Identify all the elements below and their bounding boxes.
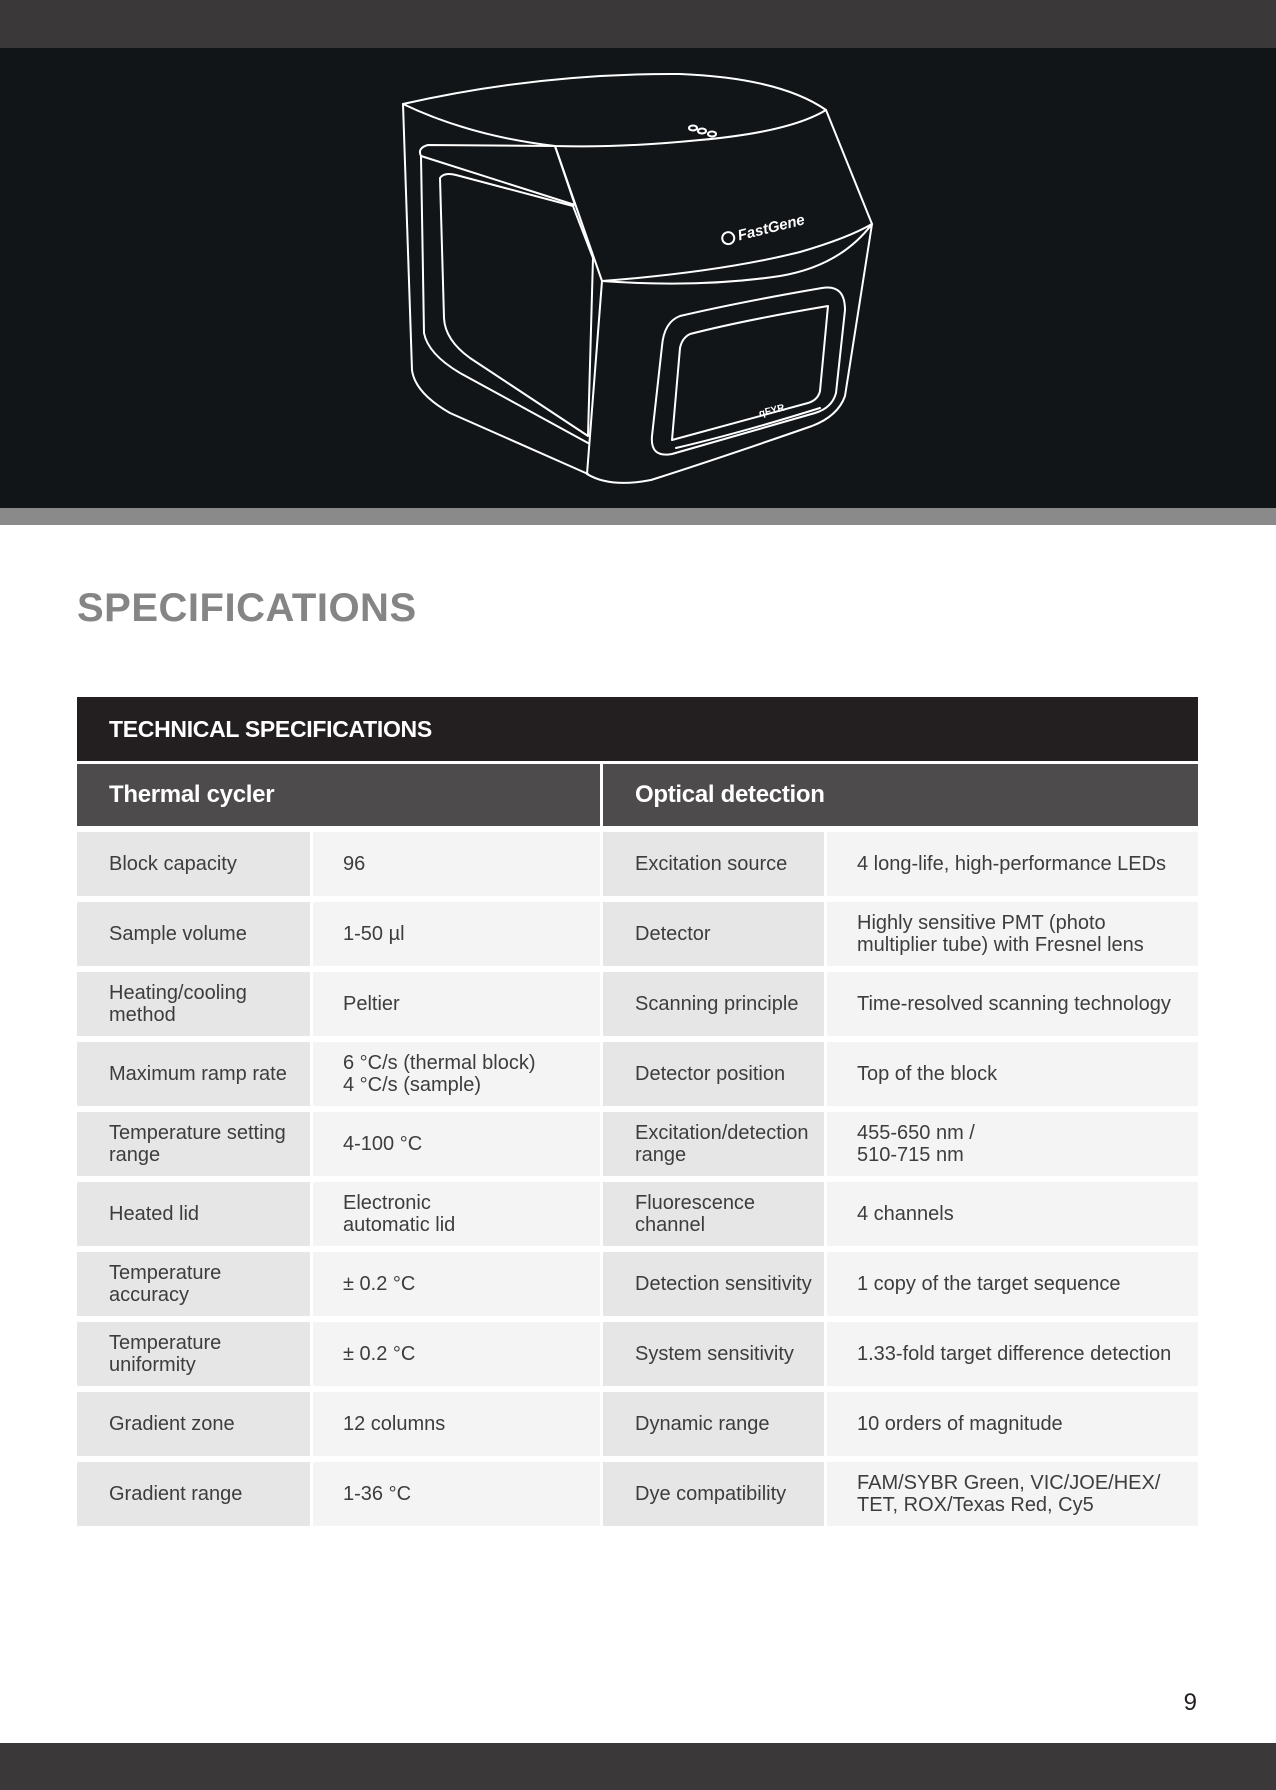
page-number: 9 [1183, 1689, 1197, 1716]
thermal-cycler-spec-label: Sample volume [77, 902, 310, 966]
optical-detection-header: Optical detection [603, 764, 1198, 826]
table-row [77, 972, 1198, 1036]
device-brand-logo: FastGene [736, 211, 807, 245]
thermal-cycler-spec-label: Block capacity [77, 832, 310, 896]
hero-bottom-stripe [0, 508, 1276, 525]
fastgene-logo-icon [721, 231, 736, 246]
optical-detection-spec-label: Dye compatibility [603, 1462, 824, 1526]
optical-detection-spec-value: Top of the block [827, 1042, 1198, 1106]
thermal-cycler-header: Thermal cycler [77, 764, 600, 826]
thermal-cycler-spec-label: Temperature uniformity [77, 1322, 310, 1386]
optical-detection-spec-value: 455-650 nm / 510-715 nm [827, 1112, 1198, 1176]
optical-detection-spec-label: Excitation source [603, 832, 824, 896]
thermal-cycler-spec-label: Gradient zone [77, 1392, 310, 1456]
table-row [77, 1462, 1198, 1526]
thermal-cycler-spec-value: 1-50 µl [313, 902, 600, 966]
optical-detection-spec-label: Detector position [603, 1042, 824, 1106]
optical-detection-spec-label: System sensitivity [603, 1322, 824, 1386]
optical-detection-spec-label: Dynamic range [603, 1392, 824, 1456]
thermal-cycler-spec-value: Electronic automatic lid [313, 1182, 600, 1246]
thermal-cycler-spec-label: Maximum ramp rate [77, 1042, 310, 1106]
device-model-label: qFYR [757, 402, 786, 420]
optical-detection-spec-value: 1 copy of the target sequence [827, 1252, 1198, 1316]
table-row [77, 1112, 1198, 1176]
table-row [77, 832, 1198, 896]
table-row [77, 1042, 1198, 1106]
thermal-cycler-spec-value: 12 columns [313, 1392, 600, 1456]
optical-detection-spec-value: Time-resolved scanning technology [827, 972, 1198, 1036]
optical-detection-spec-label: Scanning principle [603, 972, 824, 1036]
thermal-cycler-spec-value: ± 0.2 °C [313, 1252, 600, 1316]
optical-detection-spec-label: Detection sensitivity [603, 1252, 824, 1316]
optical-detection-spec-value: 4 long-life, high-performance LEDs [827, 832, 1198, 896]
thermal-cycler-spec-label: Temperature accuracy [77, 1252, 310, 1316]
thermal-cycler-spec-value: Peltier [313, 972, 600, 1036]
table-row [77, 1392, 1198, 1456]
table-row [77, 1322, 1198, 1386]
table-caption: TECHNICAL SPECIFICATIONS [77, 697, 1198, 761]
page-title: SPECIFICATIONS [77, 586, 417, 630]
product-hero-banner [0, 48, 1276, 508]
optical-detection-spec-label: Fluorescence channel [603, 1182, 824, 1246]
technical-specifications-table [77, 697, 1198, 1526]
table-row [77, 1252, 1198, 1316]
optical-detection-spec-value: 1.33-fold target difference detection [827, 1322, 1198, 1386]
thermal-cycler-spec-value: ± 0.2 °C [313, 1322, 600, 1386]
thermal-cycler-spec-label: Gradient range [77, 1462, 310, 1526]
optical-detection-spec-label: Excitation/detection range [603, 1112, 824, 1176]
thermal-cycler-spec-value: 96 [313, 832, 600, 896]
table-row [77, 902, 1198, 966]
table-row [77, 1182, 1198, 1246]
thermal-cycler-illustration [0, 48, 1276, 508]
bottom-bar [0, 1743, 1276, 1790]
optical-detection-spec-value: Highly sensitive PMT (photo multiplier tube) with Fresnel lens [827, 902, 1198, 966]
thermal-cycler-spec-value: 4-100 °C [313, 1112, 600, 1176]
thermal-cycler-spec-label: Temperature setting range [77, 1112, 310, 1176]
thermal-cycler-spec-label: Heating/cooling method [77, 972, 310, 1036]
thermal-cycler-spec-value: 6 °C/s (thermal block) 4 °C/s (sample) [313, 1042, 600, 1106]
optical-detection-spec-label: Detector [603, 902, 824, 966]
top-bar [0, 0, 1276, 48]
optical-detection-spec-value: 10 orders of magnitude [827, 1392, 1198, 1456]
thermal-cycler-spec-value: 1-36 °C [313, 1462, 600, 1526]
optical-detection-spec-value: 4 channels [827, 1182, 1198, 1246]
thermal-cycler-spec-label: Heated lid [77, 1182, 310, 1246]
optical-detection-spec-value: FAM/SYBR Green, VIC/JOE/HEX/ TET, ROX/Texas Red, Cy5 [827, 1462, 1198, 1526]
